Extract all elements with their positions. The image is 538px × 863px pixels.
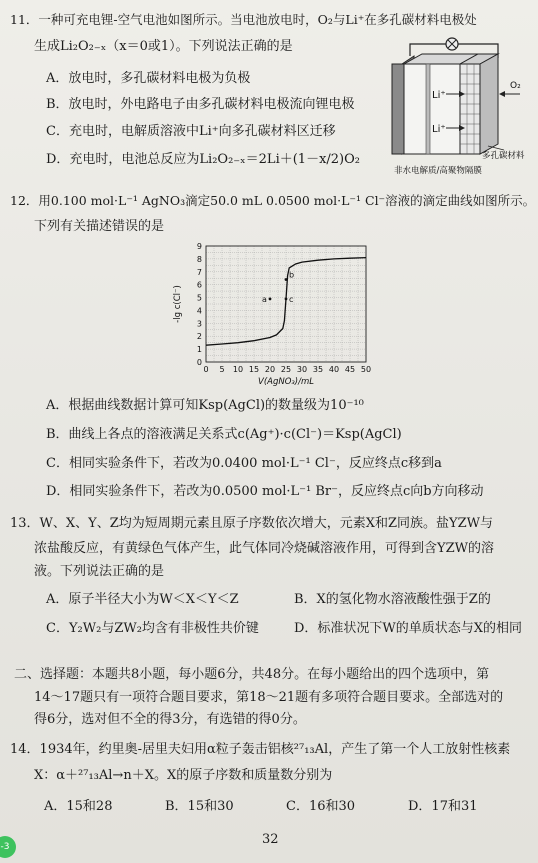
y-tick-label: 9 [196,242,202,251]
page-number: 32 [262,832,279,847]
y-tick-label: 1 [196,345,202,355]
corner-badge[interactable]: -3 [0,836,16,858]
q13-stem-line1: 13．W、X、Y、Z均为短周期元素且原子序数依次增大，元素X和Z同族。盐YZW与 [10,516,494,531]
q11-option-a: A．放电时，多孔碳材料电极为负极 [46,71,251,86]
section2-line2: 14～17题只有一项符合题目要求，第18～21题有多项符合题目要求。全部选对的 [34,690,504,705]
y-tick-label: 2 [196,332,202,342]
q14-option-a: A．15和28 [44,799,113,814]
q13-stem-line2: 浓盐酸反应，有黄绿色气体产生，此气体同冷烧碱溶液作用，可得到含YZW的溶 [34,541,494,556]
x-tick-label: 0 [203,365,209,374]
y-tick-label: 8 [196,254,202,264]
y-tick-label: 0 [196,358,202,367]
x-tick-label: 10 [232,365,244,374]
point-label-c: c [289,294,294,304]
x-axis-label: V(AgNO₃)/mL [258,377,314,387]
y-tick-label: 5 [196,293,202,303]
x-tick-label: 35 [312,365,324,374]
q12-option-a: A．根据曲线数据计算可知Ksp(AgCl)的数量级为10⁻¹⁰ [46,398,364,413]
q12-stem-line2: 下列有关描述错误的是 [34,219,165,234]
q13-option-c: C．Y₂W₂与ZW₂均含有非极性共价键 [46,621,259,636]
x-tick-label: 30 [296,365,308,374]
y-tick-label: 7 [196,267,202,277]
carbon-label: 多孔碳材料 [482,151,525,161]
titration-chart [168,240,378,390]
q12-option-c: C．相同实验条件下，若改为0.0400 mol·L⁻¹ Cl⁻，反应终点c移到a [46,456,442,471]
q13-option-b: B．X的氢化物水溶液酸性强于Z的 [294,592,491,607]
q12-stem-line1: 12．用0.100 mol·L⁻¹ AgNO₃滴定50.0 mL 0.0500 mol·L⁻¹ Cl⁻溶液的滴定曲线如图所示。 [10,193,536,208]
x-tick-label: 25 [280,365,292,374]
li-ion-label-1: Li⁺ [432,90,446,101]
section2-line3: 得6分，选对但不全的得3分，有选错的得0分。 [34,712,306,727]
x-tick-label: 45 [344,365,356,374]
x-tick-label: 40 [328,365,340,374]
battery-diagram [380,36,530,176]
q13-option-d: D．标准状况下W的单质状态与X的相同 [294,621,523,636]
x-tick-label: 20 [264,365,276,374]
li-ion-label-2: Li⁺ [432,124,446,135]
x-tick-label: 15 [248,365,260,374]
y-tick-label: 3 [196,319,202,329]
section2-line1: 二、选择题：本题共8小题，每小题6分，共48分。在每小题给出的四个选项中，第 [14,667,490,682]
q11-stem-line1: 11．一种可充电锂-空气电池如图所示。当电池放电时，O₂与Li⁺在多孔碳材料电极处 [10,12,477,27]
q13-option-a: A．原子半径大小为W＜X＜Y＜Z [46,592,239,607]
y-axis-label: -lg c(Cl⁻) [173,285,183,323]
y-tick-label: 4 [196,306,202,316]
q14-stem-line2: X：α＋²⁷₁₃Al→n＋X。X的原子序数和质量数分别为 [34,768,333,783]
point-label-b: b [289,270,295,280]
q13-stem-line3: 液。下列说法正确的是 [34,564,165,579]
q11-option-c: C．充电时，电解质溶液中Li⁺向多孔碳材料区迁移 [46,124,336,139]
q11-option-b: B．放电时，外电路电子由多孔碳材料电极流向锂电极 [46,97,355,112]
q14-option-d: D．17和31 [408,799,478,814]
point-label-a: a [262,294,267,304]
membrane-label: 非水电解质/高聚物隔膜 [394,166,482,176]
o2-label: O₂ [510,81,521,91]
point-b [285,278,288,281]
q14-stem-line1: 14．1934年，约里奥-居里夫妇用α粒子轰击铝核²⁷₁₃Al，产生了第一个人工放射性核素 [10,742,511,757]
q14-option-c: C．16和30 [286,799,356,814]
point-c [285,297,288,300]
point-a [269,297,272,300]
x-tick-label: 5 [219,365,225,374]
q14-option-b: B．15和30 [165,799,234,814]
q11-stem-line2: 生成Li₂O₂₋ₓ（x＝0或1）。下列说法正确的是 [34,39,293,54]
y-tick-label: 6 [196,280,202,290]
q12-option-d: D．相同实验条件下，若改为0.0500 mol·L⁻¹ Br⁻，反应终点c向b方向移动 [46,484,484,499]
x-tick-label: 50 [360,365,372,374]
q12-option-b: B．曲线上各点的溶液满足关系式c(Ag⁺)·c(Cl⁻)＝Ksp(AgCl) [46,427,402,442]
q11-option-d: D．充电时，电池总反应为Li₂O₂₋ₓ＝2Li＋(1－x/2)O₂ [46,152,360,167]
